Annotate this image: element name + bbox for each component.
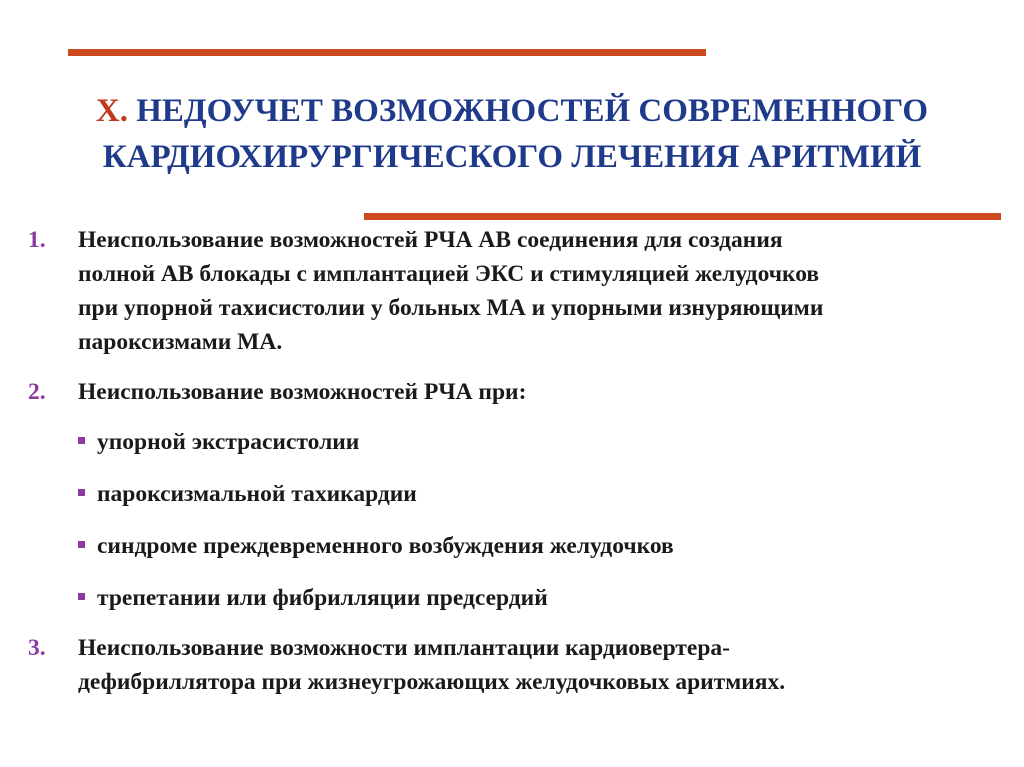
item-1-line-2: полной АВ блокады с имплантацией ЭКС и стимуляцией желудочков xyxy=(78,261,820,287)
title-line-2: КАРДИОХИРУРГИЧЕСКОГО ЛЕЧЕНИЯ АРИТМИЙ xyxy=(102,139,922,175)
list-marker-1: 1. xyxy=(28,227,46,253)
title-line-1 xyxy=(0,88,1024,134)
item-3-line-2: дефибриллятора при жизнеугрожающих желудочковых аритмиях. xyxy=(78,669,786,695)
sub-item-1 xyxy=(78,425,359,459)
item-1-line-3: при упорной тахисистолии у больных МА и упорными изнуряющими xyxy=(78,295,824,321)
sub-item-3 xyxy=(78,529,674,563)
title-text-1: НЕДОУЧЕТ ВОЗМОЖНОСТЕЙ СОВРЕМЕННОГО xyxy=(136,93,929,129)
sub-item-2 xyxy=(78,477,417,511)
square-bullet-icon xyxy=(78,593,85,600)
item-3-line-1: Неиспользование возможности имплантации кардиовертера- xyxy=(78,635,730,661)
middle-accent-rule xyxy=(364,213,1001,220)
slide-title xyxy=(0,88,1024,180)
sub-item-1-text: упорной экстрасистолии xyxy=(97,429,360,455)
top-accent-rule xyxy=(68,49,706,56)
sub-item-3-text: синдроме преждевременного возбуждения желудочков xyxy=(97,533,674,559)
item-1-line-1: Неиспользование возможностей РЧА АВ соединения для создания xyxy=(78,227,783,253)
list-item-3-text xyxy=(78,631,1013,699)
item-1-line-4: пароксизмами МА. xyxy=(78,329,283,355)
square-bullet-icon xyxy=(78,541,85,548)
list-item-2-text xyxy=(78,375,1013,409)
sub-item-4 xyxy=(78,581,548,615)
square-bullet-icon xyxy=(78,489,85,496)
title-number: X. xyxy=(95,93,128,129)
list-marker-3: 3. xyxy=(28,635,46,661)
sub-item-4-text: трепетании или фибрилляции предсердий xyxy=(97,585,548,611)
list-marker-2: 2. xyxy=(28,379,46,405)
list-item-1-text xyxy=(78,223,1013,359)
sub-item-2-text: пароксизмальной тахикардии xyxy=(97,481,417,507)
square-bullet-icon xyxy=(78,437,85,444)
item-2-line-1: Неиспользование возможностей РЧА при: xyxy=(78,379,527,405)
